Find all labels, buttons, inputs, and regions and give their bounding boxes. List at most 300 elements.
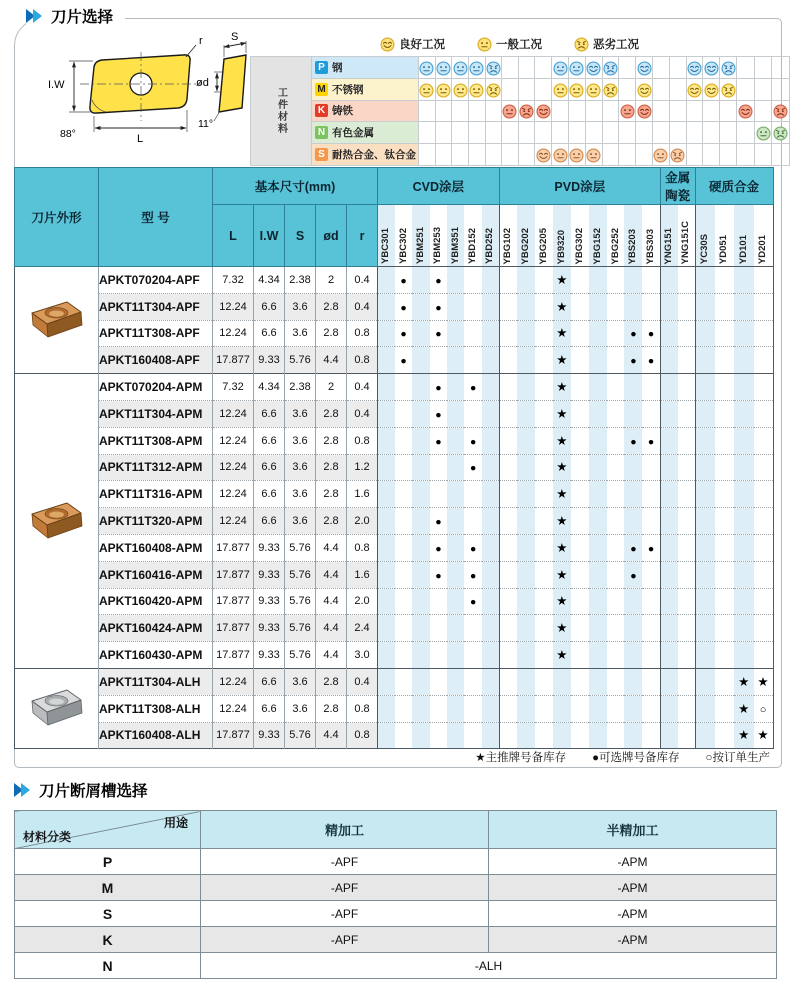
rating-face-smile-icon: [536, 104, 551, 119]
grade-mark-cell: [660, 508, 677, 535]
grade-mark-cell: [695, 454, 715, 481]
mark-dot: ●: [435, 569, 442, 582]
dimension-cell: 9.33: [254, 588, 285, 615]
dimension-cell: 2.8: [316, 293, 347, 320]
material-row-label: [312, 100, 419, 122]
grade-mark-cell: [395, 561, 412, 588]
grade-mark-cell: [430, 561, 447, 588]
grade-mark-cell: [695, 615, 715, 642]
grade-column-header: YBG152: [589, 205, 607, 267]
material-rating-cell: [518, 100, 535, 122]
grade-mark-cell: [378, 561, 395, 588]
dimension-cell: 7.32: [213, 267, 254, 294]
material-rating-cell: [737, 78, 755, 100]
model-cell: APKT11T308-APF: [99, 320, 213, 347]
grade-mark-cell: [517, 293, 535, 320]
dimension-cell: 3.6: [285, 668, 316, 695]
grade-mark-cell: [482, 615, 499, 642]
material-rating-cell: [636, 78, 653, 100]
grade-mark-cell: [624, 534, 642, 561]
grade-mark-cell: [464, 722, 481, 749]
material-rating-cell: [737, 144, 755, 166]
grade-mark-cell: [695, 508, 715, 535]
grade-mark-cell: [678, 615, 695, 642]
mark-star: ★: [757, 674, 769, 689]
grade-mark-cell: [517, 347, 535, 374]
header-dim-col: S: [285, 205, 316, 267]
grade-mark-cell: [482, 427, 499, 454]
chipbreaker-row: [15, 927, 777, 953]
grade-mark-cell: [589, 347, 607, 374]
dimension-cell: 17.877: [213, 722, 254, 749]
grade-mark-cell: [499, 320, 517, 347]
grade-mark-cell: [571, 320, 589, 347]
grade-mark-cell: [430, 722, 447, 749]
grade-mark-cell: [607, 561, 625, 588]
material-rating-cell: [619, 122, 636, 144]
grade-mark-cell: [571, 267, 589, 294]
material-rating-cell: [686, 122, 703, 144]
grade-column-header: YBG302: [571, 205, 589, 267]
dimension-cell: 17.877: [213, 534, 254, 561]
grade-mark-cell: [660, 722, 677, 749]
grade-mark-cell: [571, 347, 589, 374]
dimension-cell: 17.877: [213, 561, 254, 588]
grade-mark-cell: [678, 481, 695, 508]
grade-mark-cell: [553, 534, 571, 561]
material-rating-cell: [502, 100, 519, 122]
grade-mark-cell: [447, 722, 464, 749]
dimension-cell: 5.76: [285, 534, 316, 561]
header-dim-col: I.W: [254, 205, 285, 267]
rating-face-neutral-icon: [553, 83, 568, 98]
material-rating-cell: [602, 57, 619, 79]
dimension-cell: 2.8: [316, 400, 347, 427]
grade-mark-cell: [464, 267, 481, 294]
grade-mark-cell: [499, 668, 517, 695]
material-row-label: [312, 144, 419, 166]
mark-star: ★: [556, 567, 568, 582]
material-rating-cell: [686, 57, 703, 79]
dimension-cell: 2.8: [316, 668, 347, 695]
rating-face-neutral-icon: [653, 148, 668, 163]
material-rating-cell: [552, 57, 569, 79]
dimension-cell: 2.8: [316, 508, 347, 535]
grade-mark-cell: [464, 347, 481, 374]
material-rating-cell: [636, 144, 653, 166]
insert-side-view: [219, 55, 246, 112]
dimension-cell: 4.4: [316, 642, 347, 669]
grade-mark-cell: [734, 400, 754, 427]
rating-face-neutral-icon: [419, 61, 434, 76]
grade-mark-cell: [607, 427, 625, 454]
grade-mark-cell: [715, 722, 735, 749]
grade-mark-cell: [624, 481, 642, 508]
rating-face-smile-icon: [738, 104, 753, 119]
grade-mark-cell: [412, 534, 429, 561]
grade-mark-cell: [553, 347, 571, 374]
grade-mark-cell: [589, 588, 607, 615]
material-rating-cell: [485, 100, 502, 122]
dimension-cell: 12.24: [213, 427, 254, 454]
rating-face-sad-icon: [721, 83, 736, 98]
grade-column-header: YB9320: [553, 205, 571, 267]
chipbreaker-value-cell: -APF: [201, 849, 489, 875]
grade-mark-cell: [642, 642, 660, 669]
grade-mark-cell: [499, 400, 517, 427]
chipbreaker-column-header: 精加工: [201, 811, 489, 849]
rating-face-neutral-icon: [502, 104, 517, 119]
grade-mark-cell: [482, 695, 499, 722]
grade-mark-cell: [642, 534, 660, 561]
grade-mark-cell: [517, 508, 535, 535]
grade-mark-cell: [535, 534, 553, 561]
grade-mark-cell: [754, 481, 774, 508]
grade-mark-cell: [447, 534, 464, 561]
grade-mark-cell: [607, 722, 625, 749]
grade-mark-cell: [695, 320, 715, 347]
material-rating-cell: [535, 78, 552, 100]
grade-mark-cell: [695, 427, 715, 454]
grade-column-header: YNG151C: [678, 205, 695, 267]
grade-mark-cell: [624, 293, 642, 320]
grade-mark-cell: [482, 642, 499, 669]
dimension-cell: 3.6: [285, 481, 316, 508]
grade-mark-cell: [395, 695, 412, 722]
chipbreaker-material-cell: P: [15, 849, 201, 875]
grade-mark-cell: [430, 374, 447, 401]
grade-mark-cell: [395, 293, 412, 320]
chipbreaker-value-cell: -APM: [489, 849, 777, 875]
grade-mark-cell: [553, 400, 571, 427]
grade-column-header: YBC302: [395, 205, 412, 267]
rating-face-sad-icon: [486, 61, 501, 76]
grade-mark-cell: [571, 695, 589, 722]
grade-mark-cell: [395, 400, 412, 427]
grade-mark-cell: [430, 534, 447, 561]
grade-mark-cell: [378, 642, 395, 669]
material-rating-cell: [518, 78, 535, 100]
mark-dot: ●: [400, 274, 407, 287]
dimension-cell: 2.8: [316, 454, 347, 481]
material-rating-cell: [772, 78, 790, 100]
grade-mark-cell: [499, 293, 517, 320]
grade-mark-cell: [412, 374, 429, 401]
mark-dot: ●: [400, 328, 407, 341]
model-cell: APKT11T304-APM: [99, 400, 213, 427]
section-title-text: 刀片断屑槽选择: [39, 783, 148, 800]
grade-mark-cell: [499, 508, 517, 535]
mark-dot: ●: [647, 355, 655, 368]
grade-mark-cell: [624, 615, 642, 642]
working-condition-legend: [380, 36, 639, 52]
grade-mark-cell: [589, 561, 607, 588]
grade-mark-cell: [660, 668, 677, 695]
material-rating-cell: [602, 144, 619, 166]
material-rating-cell: [737, 100, 755, 122]
grade-mark-cell: [624, 588, 642, 615]
grade-mark-cell: [378, 347, 395, 374]
grade-mark-cell: [754, 267, 774, 294]
grade-mark-cell: [678, 722, 695, 749]
mark-star: ★: [556, 353, 568, 368]
grade-mark-cell: [607, 695, 625, 722]
grade-mark-cell: [754, 347, 774, 374]
material-rating-cell: [703, 144, 720, 166]
grade-mark-cell: [607, 454, 625, 481]
material-rating-cell: [485, 57, 502, 79]
grade-mark-cell: [607, 267, 625, 294]
grade-mark-cell: [695, 668, 715, 695]
grade-mark-cell: [517, 454, 535, 481]
mark-dot: ●: [630, 569, 637, 582]
material-rating-cell: [468, 144, 485, 166]
header-model: 型 号: [99, 168, 213, 267]
grade-mark-cell: [624, 642, 642, 669]
grade-mark-cell: [464, 615, 481, 642]
material-rating-cell: [754, 100, 772, 122]
dimension-cell: 3.6: [285, 427, 316, 454]
grade-mark-cell: [642, 267, 660, 294]
grade-mark-cell: [447, 454, 464, 481]
grade-column-header: YNG151: [660, 205, 677, 267]
material-rating-cell: [703, 57, 720, 79]
dimension-cell: 2.4: [347, 615, 378, 642]
dimension-cell: 12.24: [213, 481, 254, 508]
grade-mark-cell: [378, 588, 395, 615]
dimension-cell: 0.4: [347, 400, 378, 427]
insert-row: [15, 588, 774, 615]
chipbreaker-value-cell: -APM: [489, 901, 777, 927]
rating-face-sad-icon: [519, 104, 534, 119]
grade-mark-cell: [553, 561, 571, 588]
grade-mark-cell: [430, 400, 447, 427]
double-chevron-icon: [26, 9, 44, 23]
grade-mark-cell: [624, 722, 642, 749]
material-rating-cell: [636, 100, 653, 122]
rating-face-smile-icon: [380, 37, 395, 52]
dimension-cell: 3.6: [285, 293, 316, 320]
rating-face-sad-icon: [574, 37, 589, 52]
grade-mark-cell: [607, 534, 625, 561]
material-rating-cell: [518, 57, 535, 79]
mark-dot: ●: [630, 328, 637, 341]
insert-dimension-diagram: [38, 32, 254, 166]
grade-mark-cell: [535, 615, 553, 642]
dimension-cell: 5.76: [285, 588, 316, 615]
grade-mark-cell: [678, 561, 695, 588]
rating-face-neutral-icon: [569, 61, 584, 76]
grade-mark-cell: [535, 427, 553, 454]
grade-mark-cell: [464, 320, 481, 347]
material-rating-cell: [452, 78, 469, 100]
material-rating-cell: [435, 57, 452, 79]
material-rating-cell: [703, 100, 720, 122]
grade-column-header: YBD252: [482, 205, 499, 267]
grade-mark-cell: [464, 561, 481, 588]
grade-mark-cell: [642, 427, 660, 454]
rating-face-sad-icon: [486, 83, 501, 98]
grade-mark-cell: [378, 668, 395, 695]
grade-mark-cell: [430, 320, 447, 347]
grade-mark-cell: [430, 454, 447, 481]
grade-mark-cell: [642, 481, 660, 508]
material-rating-cell: [636, 122, 653, 144]
grade-mark-cell: [624, 561, 642, 588]
rating-face-neutral-icon: [553, 61, 568, 76]
grade-mark-cell: [464, 668, 481, 695]
grade-mark-cell: [715, 427, 735, 454]
material-rating-cell: [653, 57, 670, 79]
grade-mark-cell: [589, 320, 607, 347]
dimension-cell: 0.8: [347, 695, 378, 722]
grade-mark-cell: [517, 615, 535, 642]
material-rating-cell: [502, 122, 519, 144]
section-title-chipbreaker: [14, 777, 160, 803]
grade-mark-cell: [754, 642, 774, 669]
grade-mark-cell: [378, 374, 395, 401]
model-cell: APKT160430-APM: [99, 642, 213, 669]
header-shape: 刀片外形: [15, 168, 99, 267]
grade-mark-cell: [378, 615, 395, 642]
grade-column-header: YC30S: [695, 205, 715, 267]
grade-mark-cell: [464, 642, 481, 669]
grade-mark-cell: [715, 347, 735, 374]
grade-mark-cell: [430, 293, 447, 320]
grade-mark-cell: [499, 642, 517, 669]
rating-face-neutral-icon: [756, 126, 771, 141]
grade-mark-cell: [715, 561, 735, 588]
grade-mark-cell: [447, 267, 464, 294]
grade-mark-cell: [660, 427, 677, 454]
material-rating-cell: [452, 122, 469, 144]
grade-mark-cell: [412, 454, 429, 481]
grade-mark-cell: [535, 454, 553, 481]
rating-face-smile-icon: [637, 61, 652, 76]
grade-mark-cell: [553, 427, 571, 454]
mark-circle: ○: [759, 703, 767, 716]
insert-selection-table: [14, 167, 774, 749]
mark-star: ★: [556, 406, 568, 421]
insert-row: [15, 508, 774, 535]
dimension-cell: 12.24: [213, 320, 254, 347]
grade-mark-cell: [447, 481, 464, 508]
condition-legend-item: [477, 36, 542, 52]
grade-mark-cell: [660, 293, 677, 320]
material-rating-cell: [452, 100, 469, 122]
grade-mark-cell: [715, 293, 735, 320]
grade-mark-cell: [553, 267, 571, 294]
dimension-cell: 0.8: [347, 427, 378, 454]
material-rating-cell: [737, 122, 755, 144]
material-rating-cell: [669, 57, 686, 79]
grade-mark-cell: [624, 374, 642, 401]
grade-mark-cell: [430, 695, 447, 722]
material-rating-cell: [754, 57, 772, 79]
grade-mark-cell: [447, 668, 464, 695]
insert-shape-cell: [15, 374, 99, 669]
rating-face-neutral-icon: [586, 83, 601, 98]
grade-mark-cell: [607, 642, 625, 669]
grade-column-header: YBC301: [378, 205, 395, 267]
grade-mark-cell: [535, 481, 553, 508]
grade-mark-cell: [464, 695, 481, 722]
material-rating-cell: [686, 78, 703, 100]
dimension-cell: 9.33: [254, 615, 285, 642]
grade-mark-cell: [734, 668, 754, 695]
mark-star: ★: [556, 487, 568, 502]
dimension-cell: 1.6: [347, 481, 378, 508]
grade-mark-cell: [607, 481, 625, 508]
dim-label-od: ød: [196, 77, 209, 89]
grade-mark-cell: [447, 588, 464, 615]
grade-mark-cell: [624, 347, 642, 374]
workpiece-material-table: [250, 56, 790, 166]
material-rating-cell: [754, 78, 772, 100]
dimension-cell: 5.76: [285, 347, 316, 374]
grade-mark-cell: [517, 695, 535, 722]
material-rating-cell: [435, 100, 452, 122]
grade-column-header: YBG252: [607, 205, 625, 267]
rating-face-smile-icon: [536, 148, 551, 163]
header-dim-col: r: [347, 205, 378, 267]
grade-mark-cell: [624, 454, 642, 481]
rating-face-neutral-icon: [569, 83, 584, 98]
grade-mark-cell: [589, 508, 607, 535]
mark-star: ★: [556, 621, 568, 636]
material-rating-cell: [452, 144, 469, 166]
insert-row: [15, 320, 774, 347]
grade-mark-cell: [412, 722, 429, 749]
mark-dot: ●: [435, 542, 442, 555]
dimension-cell: 2: [316, 374, 347, 401]
dimension-cell: 4.4: [316, 347, 347, 374]
grade-mark-cell: [499, 695, 517, 722]
grade-mark-cell: [395, 615, 412, 642]
grade-mark-cell: [395, 320, 412, 347]
dimension-cell: 5.76: [285, 615, 316, 642]
grade-mark-cell: [571, 615, 589, 642]
grade-mark-cell: [642, 347, 660, 374]
material-rating-cell: [535, 144, 552, 166]
dim-label-88: 88°: [60, 128, 76, 140]
dimension-cell: 0.8: [347, 534, 378, 561]
model-cell: APKT160416-APM: [99, 561, 213, 588]
insert-row: [15, 534, 774, 561]
grade-mark-cell: [535, 588, 553, 615]
grade-mark-cell: [754, 722, 774, 749]
grade-mark-cell: [553, 481, 571, 508]
grade-mark-cell: [660, 374, 677, 401]
dimension-cell: 1.2: [347, 454, 378, 481]
material-rating-cell: [619, 78, 636, 100]
mark-star: ★: [556, 594, 568, 609]
grade-mark-cell: [734, 481, 754, 508]
material-class-icon: M: [315, 83, 328, 96]
dimension-cell: 12.24: [213, 454, 254, 481]
dimension-cell: 9.33: [254, 347, 285, 374]
insert-row: [15, 267, 774, 294]
material-rating-cell: [669, 144, 686, 166]
material-rating-cell: [518, 144, 535, 166]
grade-mark-cell: [754, 561, 774, 588]
model-cell: APKT160408-APF: [99, 347, 213, 374]
grade-mark-cell: [754, 374, 774, 401]
mark-dot: ●: [630, 542, 637, 555]
grade-mark-cell: [464, 481, 481, 508]
double-chevron-icon: [14, 783, 32, 797]
grade-mark-cell: [660, 561, 677, 588]
